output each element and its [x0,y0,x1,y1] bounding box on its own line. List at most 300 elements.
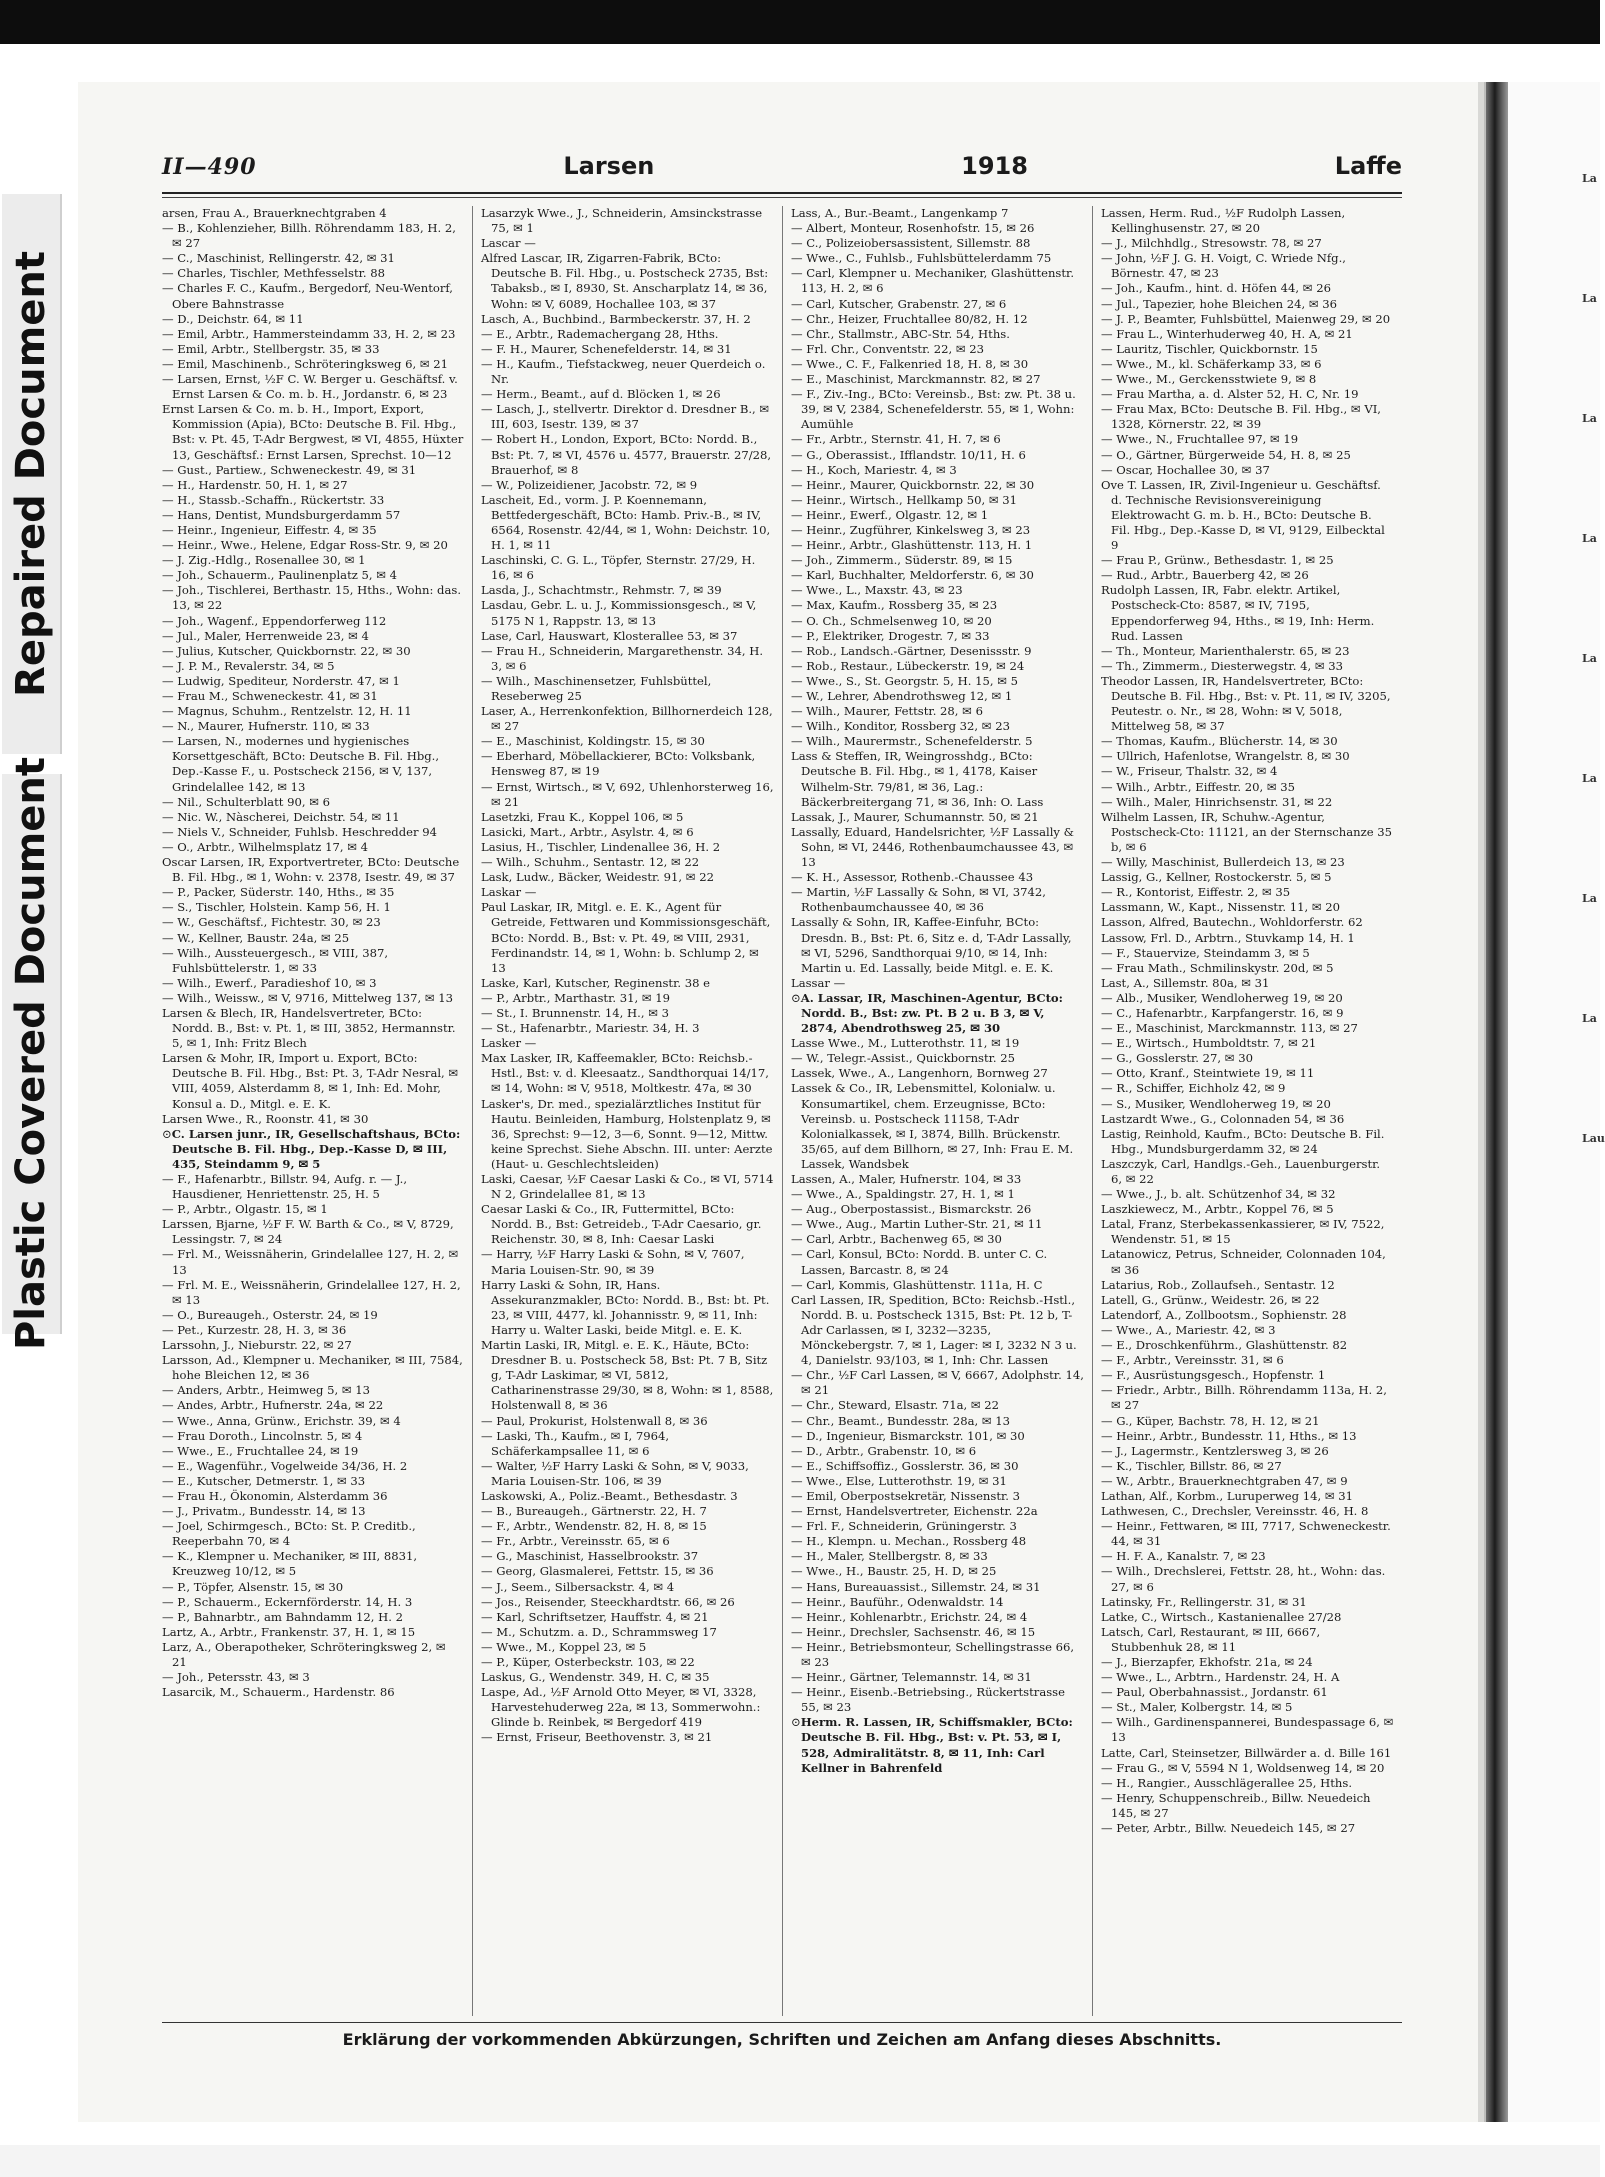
directory-entry: — Hans, Bureauassist., Sillemstr. 24, ✉ 31 [791,1579,1041,1594]
directory-entry: Lathwesen, C., Drechsler, Vereinsstr. 46, H. 8 [1101,1504,1369,1519]
directory-entry: — H., Stassb.-Schaffn., Rückertstr. 33 [162,492,385,507]
directory-entry: Larssohn, J., Nieburstr. 22, ✉ 27 [162,1338,352,1353]
directory-entry: — K., Tischler, Billstr. 86, ✉ 27 [1101,1458,1282,1473]
directory-entry: — Wwe., Else, Lutterothstr. 19, ✉ 31 [791,1473,1007,1488]
directory-entry: Wilhelm Lassen, IR, Schuhw.-Agentur, Postscheck-Cto: 11121, an der Sternschanze 35 b, ✉ 6 [1101,809,1393,854]
directory-entry: Ernst Larsen & Co. m. b. H., Import, Export, Kommission (Apia), BCto: Deutsche B. Fil. Hbg., Bst: v. Pt. 45, T-Adr Bergwest, ✉ VI, 4855, Hüxter 13, Geschäftsf.: Ernst Larsen, Sprechst. 10—12 [162,402,464,462]
directory-entry: — Karl, Schriftsetzer, Hauffstr. 4, ✉ 21 [481,1609,709,1624]
directory-entry: — Carl, Kommis, Glashüttenstr. 111a, H. C [791,1277,1043,1292]
directory-entry: — Emil, Arbtr., Stellbergstr. 35, ✉ 33 [162,341,380,356]
directory-entry: Lassow, Frl. D., Arbtrn., Stuvkamp 14, H. 1 [1101,930,1355,945]
next-page-fragment [1508,82,1605,2122]
directory-entry: — Oscar, Hochallee 30, ✉ 37 [1101,462,1270,477]
directory-entry: — Herm., Beamt., auf d. Blöcken 1, ✉ 26 [481,387,721,402]
directory-entry: Lartz, A., Arbtr., Frankenstr. 37, H. 1, ✉ 15 [162,1624,416,1639]
directory-entry: — Heinr., Betriebsmonteur, Schellingstrasse 66, ✉ 23 [791,1639,1075,1669]
directory-entry: — B., Kohlenzieher, Billh. Röhrendamm 183, H. 2, ✉ 27 [162,221,456,251]
directory-entry: — W., Lehrer, Abendrothsweg 12, ✉ 1 [791,689,1013,703]
directory-entry: Laser, A., Herrenkonfektion, Billhornerdeich 128, ✉ 27 [481,704,773,734]
directory-entry: — Wilh., Arbtr., Eiffestr. 20, ✉ 35 [1101,779,1296,794]
next-page-entry-fragment: La [1582,172,1597,185]
directory-entry: — Wilh., Weissw., ✉ V, 9716, Mittelweg 137, ✉ 13 [162,990,453,1005]
directory-entry: Lass & Steffen, IR, Weingrosshdg., BCto: Deutsche B. Fil. Hbg., ✉ 1, 4178, Kaiser Wilhelm-Str. 79/81, ✉ 36, Lag.: Bäckerbreitergang 71, ✉ 36, Inh: O. Lass [791,749,1044,809]
directory-entry: Lastig, Reinhold, Kaufm., BCto: Deutsche B. Fil. Hbg., Mundsburgerdamm 32, ✉ 24 [1101,1126,1385,1156]
directory-entry: — F., Arbtr., Wendenstr. 82, H. 8, ✉ 15 [481,1519,707,1534]
directory-entry: — F., Stauervize, Steindamm 3, ✉ 5 [1101,945,1310,960]
directory-entry: Lasetzki, Frau K., Koppel 106, ✉ 5 [481,809,684,824]
directory-entry: — Heinr., Ewerf., Olgastr. 12, ✉ 1 [791,507,989,522]
directory-entry: — Robert H., London, Export, BCto: Nordd. B., Bst: Pt. 7, ✉ VI, 4576 u. 4577, Brauerstr. 27/28, Brauerhof, ✉ 8 [481,432,772,477]
directory-entry: — Henry, Schuppenschreib., Billw. Neuedeich 145, ✉ 27 [1101,1790,1371,1820]
directory-entry: — Frau Martha, a. d. Alster 52, H. C, Nr. 19 [1101,387,1359,402]
directory-entry: arsen, Frau A., Brauerknechtgraben 4 [162,206,387,220]
directory-entry: — C., Hafenarbtr., Karpfangerstr. 16, ✉ 9 [1101,1005,1344,1020]
directory-entry: — P., Arbtr., Olgastr. 15, ✉ 1 [162,1202,328,1217]
directory-entry: — Joh., Schauerm., Paulinenplatz 5, ✉ 4 [162,568,398,583]
directory-entry: — Carl, Kutscher, Grabenstr. 27, ✉ 6 [791,296,1007,311]
next-page-entry-fragment: La [1582,652,1597,665]
directory-entry: — Emil, Arbtr., Hammersteindamm 33, H. 2, ✉ 23 [162,326,456,341]
directory-entry: — P., Bahnarbtr., am Bahndamm 12, H. 2 [162,1609,403,1624]
directory-entry: Laskar — [481,885,537,900]
directory-entry: — E., Arbtr., Rademachergang 28, Hths. [481,326,719,341]
directory-entry: — H., Hardenstr. 50, H. 1, ✉ 27 [162,477,348,492]
next-page-entry-fragment: La [1582,892,1597,905]
directory-entry: — E., Kutscher, Detmerstr. 1, ✉ 33 [162,1473,366,1488]
directory-entry: Rudolph Lassen, IR, Fabr. elektr. Artikel, Postscheck-Cto: 8587, ✉ IV, 7195, Eppendorferweg 94, Hths., ✉ 19, Inh: Herm. Rud. Lassen [1101,583,1375,643]
directory-entry: — Wilh., Maurer, Fettstr. 28, ✉ 6 [791,704,983,719]
directory-entry: — Wwe., N., Fruchtallee 97, ✉ 19 [1101,432,1299,447]
directory-entry: — Ernst, Friseur, Beethovenstr. 3, ✉ 21 [481,1730,713,1745]
directory-entry: — Charles, Tischler, Methfesselstr. 88 [162,266,385,281]
directory-entry: — J. Zig.-Hdlg., Rosenallee 30, ✉ 1 [162,553,366,568]
directory-entry: Lasarzyk Wwe., J., Schneiderin, Amsinckstrasse 75, ✉ 1 [481,206,763,236]
directory-entry: — C., Maschinist, Rellingerstr. 42, ✉ 31 [162,251,395,266]
directory-entry: Latell, G., Grünw., Weidestr. 26, ✉ 22 [1101,1292,1320,1307]
directory-entry: Oscar Larsen, IR, Exportvertreter, BCto: Deutsche B. Fil. Hbg., ✉ 1, Wohn: v. 2378, Isestr. 49, ✉ 37 [162,855,460,885]
directory-entry: — Ernst, Handelsvertreter, Eichenstr. 22a [791,1504,1038,1519]
directory-entry: — J., Milchhdlg., Stresowstr. 78, ✉ 27 [1101,236,1322,251]
directory-entry: — Th., Zimmerm., Diesterwegstr. 4, ✉ 33 [1101,658,1343,673]
directory-entry: — Albert, Monteur, Rosenhofstr. 15, ✉ 26 [791,221,1035,236]
directory-entry: — E., Maschinist, Koldingstr. 15, ✉ 30 [481,734,705,749]
directory-entry: — Hans, Dentist, Mundsburgerdamm 57 [162,507,401,522]
page-header [162,152,1402,192]
directory-entry: — O. Ch., Schmelsenweg 10, ✉ 20 [791,613,992,628]
directory-entry: Lassen, Herm. Rud., ½F Rudolph Lassen, Kellinghusenstr. 27, ✉ 20 [1101,206,1346,236]
directory-entry: Lassen, A., Maler, Hufnerstr. 104, ✉ 33 [791,1172,1022,1186]
directory-entry: — Emil, Oberpostsekretär, Nissenstr. 3 [791,1488,1021,1503]
directory-entry: — Frau L., Winterhuderweg 40, H. A, ✉ 21 [1101,326,1353,341]
directory-entry: — Chr., ½F Carl Lassen, ✉ V, 6667, Adolphstr. 14, ✉ 21 [791,1368,1084,1398]
directory-entry: — Chr., Stallmstr., ABC-Str. 54, Hths. [791,326,1010,341]
directory-entry: — Karl, Buchhalter, Meldorferstr. 6, ✉ 30 [791,568,1034,583]
directory-entry: Larsen Wwe., R., Roonstr. 41, ✉ 30 [162,1111,369,1126]
footer-rule [162,2022,1402,2023]
directory-entry: Latke, C., Wirtsch., Kastanienallee 27/28 [1101,1609,1342,1624]
directory-entry: — F., Ziv.-Ing., BCto: Vereinsb., Bst: zw. Pt. 38 u. 39, ✉ V, 2384, Schenefelderstr. 55, ✉ 1, Wohn: Aumühle [791,387,1076,432]
directory-entry: Latsch, Carl, Restaurant, ✉ III, 6667, Stubbenhuk 28, ✉ 11 [1101,1624,1321,1654]
directory-entry: — Ullrich, Hafenlotse, Wrangelstr. 8, ✉ 30 [1101,749,1350,764]
directory-entry: Lasarcik, M., Schauerm., Hardenstr. 86 [162,1685,395,1700]
directory-entry: — W., Telegr.-Assist., Quickbornstr. 25 [791,1051,1016,1066]
directory-entry: — Heinr., Bauführ., Odenwaldstr. 14 [791,1594,1004,1609]
directory-entry: — W., Polizeidiener, Jacobstr. 72, ✉ 9 [481,477,698,492]
directory-entry: Caesar Laski & Co., IR, Futtermittel, BCto: Nordd. B., Bst: Getreideb., T-Adr Caesario, gr. Reichenstr. 30, ✉ 8, Inh: Caesar Laski [481,1202,762,1247]
directory-entry: — E., Maschinist, Marckmannstr. 113, ✉ 27 [1101,1021,1358,1036]
directory-entry: — Heinr., Arbtr., Bundesstr. 11, Hths., ✉ 13 [1101,1428,1357,1443]
directory-entry: — P., Elektriker, Drogestr. 7, ✉ 33 [791,628,990,643]
directory-entry: — Chr., Beamt., Bundesstr. 28a, ✉ 13 [791,1413,1011,1428]
directory-entry: — Wilh., Maurermstr., Schenefelderstr. 5 [791,734,1033,749]
directory-entry: — Wwe., M., kl. Schäferkamp 33, ✉ 6 [1101,356,1322,371]
directory-entry: — F., Ausrüstungsgesch., Hopfenstr. 1 [1101,1368,1326,1383]
directory-entry: — J., Bierzapfer, Ekhofstr. 21a, ✉ 24 [1101,1655,1313,1669]
header-rule-thin [162,197,1402,198]
directory-entry: — Laski, Th., Kaufm., ✉ I, 7964, Schäferkampsallee 11, ✉ 6 [481,1428,670,1458]
directory-entry: — K. H., Assessor, Rothenb.-Chaussee 43 [791,870,1034,885]
directory-entry: — Heinr., Arbtr., Glashüttenstr. 113, H. 1 [791,538,1033,553]
directory-entry: — N., Maurer, Hufnerstr. 110, ✉ 33 [162,719,370,734]
directory-entry: — S., Musiker, Wendloherweg 19, ✉ 20 [1101,1096,1331,1111]
directory-entry: — Wwe., J., b. alt. Schützenhof 34, ✉ 32 [1101,1187,1336,1202]
directory-entry: Lasicki, Mart., Arbtr., Asylstr. 4, ✉ 6 [481,824,694,839]
directory-entry: Lathan, Alf., Korbm., Luruperweg 14, ✉ 31 [1101,1488,1354,1503]
directory-entry: — S., Tischler, Holstein. Kamp 56, H. 1 [162,900,391,915]
directory-entry: Lassak, J., Maurer, Schumannstr. 50, ✉ 21 [791,809,1039,824]
header-last-name: Laffe [1334,152,1402,180]
directory-entry: Larz, A., Oberapotheker, Schröteringksweg 2, ✉ 21 [162,1639,446,1669]
directory-entry: — G., Maschinist, Hasselbrookstr. 37 [481,1549,699,1564]
directory-entry: — Wilh., Maschinensetzer, Fuhlsbüttel, Reseberweg 25 [481,673,712,703]
directory-entry: — G., Oberassist., Ifflandstr. 10/11, H. 6 [791,447,1026,462]
directory-entry: — Walter, ½F Harry Laski & Sohn, ✉ V, 9033, Maria Louisen-Str. 106, ✉ 39 [481,1458,749,1488]
directory-entry: Larsen & Blech, IR, Handelsvertreter, BCto: Nordd. B., Bst: v. Pt. 1, ✉ III, 3852, Hermannstr. 5, ✉ 1, Inh: Fritz Blech [162,1005,456,1051]
directory-entry: — P., Arbtr., Marthastr. 31, ✉ 19 [481,990,670,1005]
directory-entry: — Ludwig, Spediteur, Norderstr. 47, ✉ 1 [162,673,400,688]
next-page-entry-fragment: La [1582,412,1597,425]
directory-entry: — Wwe., C., Fuhlsb., Fuhlsbüttelerdamm 75 [791,251,1052,266]
directory-entry: Laskus, G., Wendenstr. 349, H. C, ✉ 35 [481,1670,710,1685]
directory-entry: — D., Arbtr., Grabenstr. 10, ✉ 6 [791,1443,977,1458]
directory-entry: Lase, Carl, Hauswart, Klosterallee 53, ✉ 37 [481,628,738,643]
directory-entry: — Wwe., A., Mariestr. 42, ✉ 3 [1101,1322,1276,1337]
directory-entry: — H., Koch, Mariestr. 4, ✉ 3 [791,462,957,477]
directory-entry: — Willy, Maschinist, Bullerdeich 13, ✉ 23 [1101,855,1345,870]
directory-entry: Lasch, A., Buchbind., Barmbeckerstr. 37, H. 2 [481,311,751,326]
directory-entry: — Rob., Restaur., Lübeckerstr. 19, ✉ 24 [791,658,1025,673]
directory-entry: Lassek & Co., IR, Lebensmittel, Kolonialw. u. Konsumartikel, chem. Erzeugnisse, BCto: Vereinsb. u. Postscheck 11158, T-Adr Kolonialkassek, ✉ I, 3874, Billh. Brückenstr. 35/65, auf dem Billhorn, ✉ 27, Inh: Frau E. M. Lassek, Wandsbek [791,1081,1074,1171]
directory-entry: Latanowicz, Petrus, Schneider, Colonnaden 104, ✉ 36 [1101,1247,1386,1277]
directory-entry: Martin Laski, IR, Mitgl. e. E. K., Häute, BCto: Dresdner B. u. Postscheck 58, Bst: Pt. 7 B, Sitz g, T-Adr Laskimar, ✉ VI, 5812, Catharinenstrasse 29/30, ✉ 8, Wohn: ✉ 1, 8588, Holstenwall 8, ✉ 36 [481,1338,774,1413]
directory-entry: — J., Privatm., Bundesstr. 14, ✉ 13 [162,1504,366,1519]
directory-entry: Lasker — [481,1036,537,1051]
abbreviation-note: Erklärung der vorkommenden Abkürzungen, Schriften und Zeichen am Anfang dieses Abschnitts. [342,2030,1222,2049]
directory-entry: — St., Hafenarbtr., Mariestr. 34, H. 3 [481,1021,700,1036]
directory-entry: — Wwe., Anna, Grünw., Erichstr. 39, ✉ 4 [162,1413,401,1428]
directory-entry: — Joh., Zimmerm., Süderstr. 89, ✉ 15 [791,553,1013,568]
directory-entry: — Lauritz, Tischler, Quickbornstr. 15 [1101,341,1318,356]
directory-entry: — Frau P., Grünw., Bethesdastr. 1, ✉ 25 [1101,553,1334,568]
directory-entry: — Frau G., ✉ V, 5594 N 1, Woldsenweg 14, ✉ 20 [1101,1760,1385,1775]
directory-entry: — E., Droschkenführm., Glashüttenstr. 82 [1101,1338,1348,1353]
directory-entry: — H., Klempn. u. Mechan., Rossberg 48 [791,1534,1027,1549]
directory-entry: — Wilh., Maler, Hinrichsenstr. 31, ✉ 22 [1101,794,1333,809]
directory-entry: Lassally, Eduard, Handelsrichter, ½F Lassally & Sohn, ✉ VI, 2446, Rothenbaumchaussee 43, ✉ 13 [791,824,1074,870]
directory-entry: — Otto, Kranf., Steintwiete 19, ✉ 11 [1101,1066,1315,1081]
directory-entry: — F., Hafenarbtr., Billstr. 94, Aufg. r. — J., Hausdiener, Henriettenstr. 25, H. 5 [162,1172,408,1202]
directory-entry: — Chr., Steward, Elsastr. 71a, ✉ 22 [791,1398,1000,1413]
directory-entry: Latarius, Rob., Zollaufseh., Sentastr. 12 [1101,1277,1335,1292]
directory-entry: — Chr., Heizer, Fruchtallee 80/82, H. 12 [791,311,1028,326]
directory-entry: — Frau M., Schweneckestr. 41, ✉ 31 [162,689,378,703]
scan-top-edge [0,0,1600,44]
scan-bottom-edge [0,2145,1600,2177]
directory-entry: — Th., Monteur, Marienthalerstr. 65, ✉ 23 [1101,643,1350,658]
directory-entry: — P., Schauerm., Eckernförderstr. 14, H. 3 [162,1594,413,1609]
directory-entry: — Wilh., Ewerf., Paradieshof 10, ✉ 3 [162,975,377,990]
next-page-entry-fragment: La [1582,1012,1597,1025]
directory-entry: Max Lasker, IR, Kaffeemakler, BCto: Reichsb.-Hstl., Bst: v. d. Kleesaatz., Sandthorquai 14/17, ✉ 14, Wohn: ✉ V, 9518, Moltkestr. 47a, ✉ 30 [481,1051,769,1096]
header-rule [162,192,1402,194]
directory-entry: — Paul, Prokurist, Holstenwall 8, ✉ 36 [481,1413,708,1428]
directory-entry: — Larsen, Ernst, ½F C. W. Berger u. Geschäftsf. v. Ernst Larsen & Co. m. b. H., Jordanstr. 6, ✉ 23 [162,372,458,402]
directory-entry: Lasse Wwe., M., Lutterothstr. 11, ✉ 19 [791,1036,1020,1051]
directory-entry: — Frau H., Ökonomin, Alsterdamm 36 [162,1488,388,1503]
directory-entry: — Ernst, Wirtsch., ✉ V, 692, Uhlenhorsterweg 16, ✉ 21 [481,779,774,809]
directory-entry: — Frau Math., Schmilinskystr. 20d, ✉ 5 [1101,960,1334,975]
directory-entry: — J., Seem., Silbersackstr. 4, ✉ 4 [481,1579,675,1594]
directory-entry: — Friedr., Arbtr., Billh. Röhrendamm 113a, H. 2, ✉ 27 [1101,1383,1387,1413]
directory-entry: — O., Bureaugeh., Osterstr. 24, ✉ 19 [162,1307,378,1322]
directory-entry: — Gust., Partiew., Schweneckestr. 49, ✉ 31 [162,462,417,477]
directory-entry: Laschinski, C. G. L., Töpfer, Sternstr. 27/29, H. 16, ✉ 6 [481,553,756,583]
directory-entry: — Wwe., C. F., Falkenried 18, H. 8, ✉ 30 [791,356,1029,371]
directory-entry: — E., Wirtsch., Humboldtstr. 7, ✉ 21 [1101,1036,1317,1051]
directory-entry: — P., Töpfer, Alsenstr. 15, ✉ 30 [162,1579,344,1594]
directory-entry: Laszkiewecz, M., Arbtr., Koppel 76, ✉ 5 [1101,1202,1334,1217]
directory-entry: — H., Kaufm., Tiefstackweg, neuer Querdeich o. Nr. [481,356,766,387]
directory-entry: Lassmann, W., Kapt., Nissenstr. 11, ✉ 20 [1101,900,1340,915]
directory-entry: — W., Arbtr., Brauerknechtgraben 47, ✉ 9 [1101,1473,1348,1488]
directory-entry: — Nil., Schulterblatt 90, ✉ 6 [162,794,330,809]
directory-entry: — Wwe., A., Spaldingstr. 27, H. 1, ✉ 1 [791,1187,1015,1202]
directory-entry: — Wilh., Aussteuergesch., ✉ VIII, 387, Fuhlsbüttelerstr. 1, ✉ 33 [162,945,389,975]
directory-entry: — J. P. M., Revalerstr. 34, ✉ 5 [162,658,335,673]
directory-entry: — F. H., Maurer, Schenefelderstr. 14, ✉ 31 [481,341,732,356]
directory-entry: — P., Küper, Osterbeckstr. 103, ✉ 22 [481,1655,695,1669]
directory-entry: Latendorf, A., Zollbootsm., Sophienstr. 28 [1101,1307,1347,1322]
directory-entry: Laszczyk, Carl, Handlgs.-Geh., Lauenburgerstr. 6, ✉ 22 [1101,1156,1381,1186]
directory-entry: — Lasch, J., stellvertr. Direktor d. Dresdner B., ✉ III, 603, Isestr. 139, ✉ 37 [481,402,770,432]
directory-entry: — Joh., Wagenf., Eppendorferweg 112 [162,613,387,628]
directory-entry: — Frau Max, BCto: Deutsche B. Fil. Hbg., ✉ VI, 1328, Körnerstr. 22, ✉ 39 [1101,402,1381,432]
directory-entry: — St., Maler, Kolbergstr. 14, ✉ 5 [1101,1700,1293,1715]
repaired-document-label: Repaired Document [8,251,54,697]
directory-entry: Lassar — [791,975,846,990]
directory-entry: — Fr., Arbtr., Vereinsstr. 65, ✉ 6 [481,1534,670,1549]
directory-entry: — Anders, Arbtr., Heimweg 5, ✉ 13 [162,1383,371,1398]
directory-entry: — Jul., Tapezier, hohe Bleichen 24, ✉ 36 [1101,296,1338,311]
directory-entry: — Heinr., Drechsler, Sachsenstr. 46, ✉ 15 [791,1624,1036,1639]
directory-columns [162,206,1402,2016]
directory-entry: Alfred Lascar, IR, Zigarren-Fabrik, BCto: Deutsche B. Fil. Hbg., u. Postscheck 2735, Bst: Tabaksb., ✉ I, 8930, St. Anscharplatz 14, ✉ 36, Wohn: ✉ V, 6089, Hochallee 103, ✉ 37 [481,251,769,311]
directory-entry: — J. P., Beamter, Fuhlsbüttel, Maienweg 29, ✉ 20 [1101,311,1391,326]
directory-entry: — Martin, ½F Lassally & Sohn, ✉ VI, 3742, Rothenbaumchaussee 40, ✉ 36 [791,885,1046,915]
directory-page [78,82,1478,2122]
directory-entry: — Alb., Musiker, Wendloherweg 19, ✉ 20 [1101,990,1343,1005]
directory-entry: — Wwe., H., Baustr. 25, H. D, ✉ 25 [791,1564,997,1579]
directory-entry: — Wwe., M., Gerckensstwiete 9, ✉ 8 [1101,372,1317,387]
directory-entry: Lasdau, Gebr. L. u. J., Kommissionsgesch., ✉ V, 5175 N 1, Rappstr. 13, ✉ 13 [481,598,757,628]
directory-entry: Carl Lassen, IR, Spedition, BCto: Reichsb.-Hstl., Nordd. B. u. Postscheck 1315, Bst: Pt. 12 b, T-Adr Carlassen, ✉ I, 3232—3235, Mönckebergstr. 7, ✉ 1, Lager: ✉ I, 3232 N 3 u. 4, Danielstr. 93/103, ✉ 1, Inh: Chr. Lassen [791,1292,1077,1368]
directory-entry: Lass, A., Bur.-Beamt., Langenkamp 7 [791,206,1009,220]
directory-entry: — G., Küper, Bachstr. 78, H. 12, ✉ 21 [1101,1413,1320,1428]
directory-entry: Lasda, J., Schachtmstr., Rehmstr. 7, ✉ 39 [481,583,722,598]
directory-entry: — Wilh., Konditor, Rossberg 32, ✉ 23 [791,719,1010,734]
directory-entry: Laspe, Ad., ½F Arnold Otto Meyer, ✉ VI, 3328, Harvestehuderweg 22a, ✉ 13, Sommerwohn.: Glinde b. Reinbek, ✉ Bergedorf 419 [481,1685,761,1730]
directory-entry: — Larsen, N., modernes und hygienisches Korsettgeschäft, BCto: Deutsche B. Fil. Hbg., Dep.-Kasse F., u. Postscheck 2156, ✉ V, 137, Grindelallee 142, ✉ 13 [162,734,440,794]
directory-entry: — M., Schutzm. a. D., Schrammsweg 17 [481,1624,717,1639]
directory-entry: Paul Laskar, IR, Mitgl. e. E. K., Agent für Getreide, Fettwaren und Kommissionsgeschäft, BCto: Nordd. B., Bst: v. Pt. 49, ✉ VIII, 2931, Ferdinandstr. 14, ✉ 1, Wohn: b. Schlump 2, ✉ 13 [481,900,771,975]
next-page-entry-fragment: Lau [1582,1132,1605,1145]
page-number: II—490 [162,154,257,180]
binding-gutter [1486,82,1508,2122]
directory-entry: — R., Schiffer, Eichholz 42, ✉ 9 [1101,1081,1286,1096]
directory-entry: — Frau Doroth., Lincolnstr. 5, ✉ 4 [162,1428,363,1443]
directory-entry: — Jul., Maler, Herrenweide 23, ✉ 4 [162,628,369,643]
directory-entry: — W., Kellner, Baustr. 24a, ✉ 25 [162,930,350,945]
directory-entry: Last, A., Sillemstr. 80a, ✉ 31 [1101,975,1270,990]
directory-entry: — Julius, Kutscher, Quickbornstr. 22, ✉ 30 [162,643,411,658]
directory-entry: — Rob., Landsch.-Gärtner, Desenissstr. 9 [791,643,1032,658]
directory-entry: — Heinr., Zugführer, Kinkelsweg 3, ✉ 23 [791,522,1031,537]
directory-entry: — Heinr., Gärtner, Telemannstr. 14, ✉ 31 [791,1670,1032,1685]
directory-entry: — Frl. M. E., Weissnäherin, Grindelallee 127, H. 2, ✉ 13 [162,1277,461,1307]
directory-entry: — K., Klempner u. Mechaniker, ✉ III, 8831, Kreuzweg 10/12, ✉ 5 [162,1549,418,1579]
directory-entry: Latinsky, Fr., Rellingerstr. 31, ✉ 31 [1101,1594,1307,1609]
directory-entry: — Heinr., Wwe., Helene, Edgar Ross-Str. 9, ✉ 20 [162,538,448,553]
directory-entry: Lasius, H., Tischler, Lindenallee 36, H. 2 [481,839,721,854]
directory-entry: — Carl, Konsul, BCto: Nordd. B. unter C. C. Lassen, Barcastr. 8, ✉ 24 [791,1247,1048,1277]
directory-entry: Lascar — [481,236,536,251]
directory-entry: Lask, Ludw., Bäcker, Weidestr. 91, ✉ 22 [481,870,714,885]
directory-entry: — H., Rangier., Ausschlägerallee 25, Hths. [1101,1775,1353,1790]
directory-entry: — Frl. M., Weissnäherin, Grindelallee 127, H. 2, ✉ 13 [162,1247,459,1277]
directory-entry: Lasker's, Dr. med., spezialärztliches Institut für Hautu. Beinleiden, Hamburg, Holstenplatz 9, ✉ 36, Sprechst: 9—12, 3—6, Sonnt. 9—12, Mittw. keine Sprechst. Siehe Abschn. III. unter: Aerzte (Haut- u. Geschlechtsleiden) [481,1096,773,1171]
directory-entry: — Joh., Tischlerei, Berthastr. 15, Hths., Wohn: das. 13, ✉ 22 [162,583,462,613]
directory-entry: — Wwe., L., Maxstr. 43, ✉ 23 [791,583,963,598]
directory-entry: — Joh., Kaufm., hint. d. Höfen 44, ✉ 26 [1101,281,1331,296]
header-year: 1918 [961,152,1028,180]
directory-entry: — Thomas, Kaufm., Blücherstr. 14, ✉ 30 [1101,734,1338,749]
directory-entry: — J., Lagermstr., Kentzlersweg 3, ✉ 26 [1101,1443,1329,1458]
directory-entry: — St., I. Brunnenstr. 14, H., ✉ 3 [481,1005,669,1020]
directory-entry: — D., Deichstr. 64, ✉ 11 [162,311,304,326]
directory-column-3 [782,206,1092,2016]
directory-entry: — Wwe., M., Koppel 23, ✉ 5 [481,1639,647,1654]
directory-column-2 [472,206,782,2016]
directory-entry: — Wilh., Drechslerei, Fettstr. 28, ht., Wohn: das. 27, ✉ 6 [1101,1564,1386,1594]
directory-entry: — Max, Kaufm., Rossberg 35, ✉ 23 [791,598,998,613]
directory-entry: — Harry, ½F Harry Laski & Sohn, ✉ V, 7607, Maria Louisen-Str. 90, ✉ 39 [481,1247,745,1277]
directory-entry: — Rud., Arbtr., Bauerberg 42, ✉ 26 [1101,568,1309,583]
directory-entry: — C., Polizeiobersassistent, Sillemstr. 88 [791,236,1031,251]
next-page-entry-fragment: La [1582,532,1597,545]
next-page-entry-fragment: La [1582,292,1597,305]
directory-entry: — Heinr., Maurer, Quickbornstr. 22, ✉ 30 [791,477,1035,492]
directory-entry: — Wwe., L., Arbtrn., Hardenstr. 24, H. A [1101,1670,1340,1685]
directory-entry: Larsson, Ad., Klempner u. Mechaniker, ✉ III, 7584, hohe Bleichen 12, ✉ 36 [162,1353,463,1383]
directory-entry: Laski, Caesar, ½F Caesar Laski & Co., ✉ VI, 5714 N 2, Grindelallee 81, ✉ 13 [481,1172,774,1202]
directory-entry: Ove T. Lassen, IR, Zivil-Ingenieur u. Geschäftsf. d. Technische Revisionsvereinigung Elektrowacht G. m. b. H., BCto: Deutsche B. Fil. Hbg., Dep.-Kasse D, ✉ VI, 9129, Eilbecktal 9 [1101,477,1385,553]
directory-entry: — Frau H., Schneiderin, Margarethenstr. 34, H. 3, ✉ 6 [481,643,764,673]
directory-entry: ⊙ A. Lassar, IR, Maschinen-Agentur, BCto: Nordd. B., Bst: zw. Pt. B 2 u. B 3, ✉ V, 2874, Abendrothsweg 25, ✉ 30 [791,991,1084,1036]
directory-entry: ⊙ Herm. R. Lassen, IR, Schiffsmakler, BCto: Deutsche B. Fil. Hbg., Bst: v. Pt. 53, ✉ I, 528, Admiralitätstr. 8, ✉ 11, Inh: Carl Kellner in Bahrenfeld [791,1715,1084,1775]
directory-entry: Latal, Franz, Sterbekassenkassierer, ✉ IV, 7522, Wendenstr. 51, ✉ 15 [1101,1217,1385,1247]
directory-entry: — W., Friseur, Thalstr. 32, ✉ 4 [1101,764,1278,779]
directory-entry: Harry Laski & Sohn, IR, Hans. Assekuranzmakler, BCto: Nordd. B., Bst: bt. Pt. 23, ✉ VIII, 4477, kl. Johannisstr. 9, ✉ 11, Inh: Harry u. Walter Laski, beide Mitgl. e. E. K. [481,1277,770,1337]
directory-entry: — Carl, Arbtr., Bachenweg 65, ✉ 30 [791,1232,1002,1247]
directory-entry: — Pet., Kurzestr. 28, H. 3, ✉ 36 [162,1322,347,1337]
directory-column-1 [162,206,472,2016]
directory-entry: — Carl, Klempner u. Mechaniker, Glashüttenstr. 113, H. 2, ✉ 6 [791,266,1074,296]
directory-entry: — Georg, Glasmalerei, Fettstr. 15, ✉ 36 [481,1564,714,1579]
directory-entry: — Magnus, Schuhm., Rentzelstr. 12, H. 11 [162,704,412,719]
directory-entry: Larssen, Bjarne, ½F F. W. Barth & Co., ✉ V, 8729, Lessingstr. 7, ✉ 24 [162,1217,454,1247]
directory-entry: Laske, Karl, Kutscher, Reginenstr. 38 e [481,975,711,990]
directory-entry: — F., Arbtr., Vereinsstr. 31, ✉ 6 [1101,1353,1284,1368]
header-first-name: Larsen [563,152,655,180]
directory-entry: Lastzardt Wwe., G., Colonnaden 54, ✉ 36 [1101,1111,1345,1126]
plastic-covered-tab [2,757,62,1351]
directory-entry: — P., Packer, Süderstr. 140, Hths., ✉ 35 [162,885,395,900]
directory-entry: — H. F. A., Kanalstr. 7, ✉ 23 [1101,1549,1266,1564]
plastic-covered-label: Plastic Covered Document [8,757,54,1351]
directory-entry: — O., Gärtner, Bürgerweide 54, H. 8, ✉ 25 [1101,447,1351,462]
directory-entry: — Heinr., Fettwaren, ✉ III, 7717, Schweneckestr. 44, ✉ 31 [1101,1519,1391,1549]
directory-entry: Larsen & Mohr, IR, Import u. Export, BCto: Deutsche B. Fil. Hbg., Bst: Pt. 3, T-Adr Nesral, ✉ VIII, 4059, Alsterdamm 8, ✉ 1, Inh: Ed. Mohr, Konsul a. D., Mitgl. e. E. K. [162,1051,459,1111]
next-page-entry-fragment: La [1582,772,1597,785]
directory-entry: Lasson, Alfred, Bautechn., Wohldorferstr. 62 [1101,915,1363,930]
directory-entry: — Peter, Arbtr., Billw. Neuedeich 145, ✉ 27 [1101,1821,1356,1836]
directory-entry: — R., Kontorist, Eiffestr. 2, ✉ 35 [1101,885,1291,900]
directory-entry: Lassig, G., Kellner, Rostockerstr. 5, ✉ 5 [1101,870,1332,885]
archive-label-strip [0,44,66,2145]
directory-entry: Laskowski, A., Poliz.-Beamt., Bethesdastr. 3 [481,1488,738,1503]
directory-entry: — Wwe., S., St. Georgstr. 5, H. 15, ✉ 5 [791,673,1019,688]
directory-entry: — Wwe., Aug., Martin Luther-Str. 21, ✉ 11 [791,1217,1043,1232]
directory-entry: — Wilh., Gardinenspannerei, Bundespassage 6, ✉ 13 [1101,1715,1394,1745]
directory-entry: — Wilh., Schuhm., Sentastr. 12, ✉ 22 [481,855,700,870]
directory-entry: — E., Maschinist, Marckmannstr. 82, ✉ 27 [791,372,1041,387]
directory-entry: — G., Gosslerstr. 27, ✉ 30 [1101,1051,1253,1066]
directory-entry: — D., Ingenieur, Bismarckstr. 101, ✉ 30 [791,1428,1025,1443]
directory-entry: — Aug., Oberpostassist., Bismarckstr. 26 [791,1202,1032,1217]
directory-entry: — E., Schiffsoffiz., Gosslerstr. 36, ✉ 30 [791,1458,1019,1473]
directory-entry: — B., Bureaugeh., Gärtnerstr. 22, H. 7 [481,1504,707,1519]
directory-entry: Lassally & Sohn, IR, Kaffee-Einfuhr, BCto: Dresdn. B., Bst: Pt. 6, Sitz e. d, T-Adr Lassally, ✉ VI, 5296, Sandthorquai 9/10, ✉ 14, Inh: Martin u. Ed. Lassally, beide Mitgl. e. E. K. [791,915,1072,975]
directory-entry: Lassek, Wwe., A., Langenhorn, Bornweg 27 [791,1066,1048,1081]
directory-column-4 [1092,206,1402,2016]
directory-entry: — Wwe., E., Fruchtallee 24, ✉ 19 [162,1443,359,1458]
directory-entry: — Eberhard, Möbellackierer, BCto: Volksbank, Hensweg 87, ✉ 19 [481,749,756,779]
directory-entry: — Charles F. C., Kaufm., Bergedorf, Neu-Wentorf, Obere Bahnstrasse [162,281,453,311]
directory-entry: — Emil, Maschinenb., Schröteringksweg 6, ✉ 21 [162,356,449,371]
directory-entry: Latte, Carl, Steinsetzer, Billwärder a. d. Bille 161 [1101,1745,1392,1760]
directory-entry: — Niels V., Schneider, Fuhlsb. Heschredder 94 [162,824,437,839]
directory-entry: — E., Wagenführ., Vogelweide 34/36, H. 2 [162,1458,408,1473]
